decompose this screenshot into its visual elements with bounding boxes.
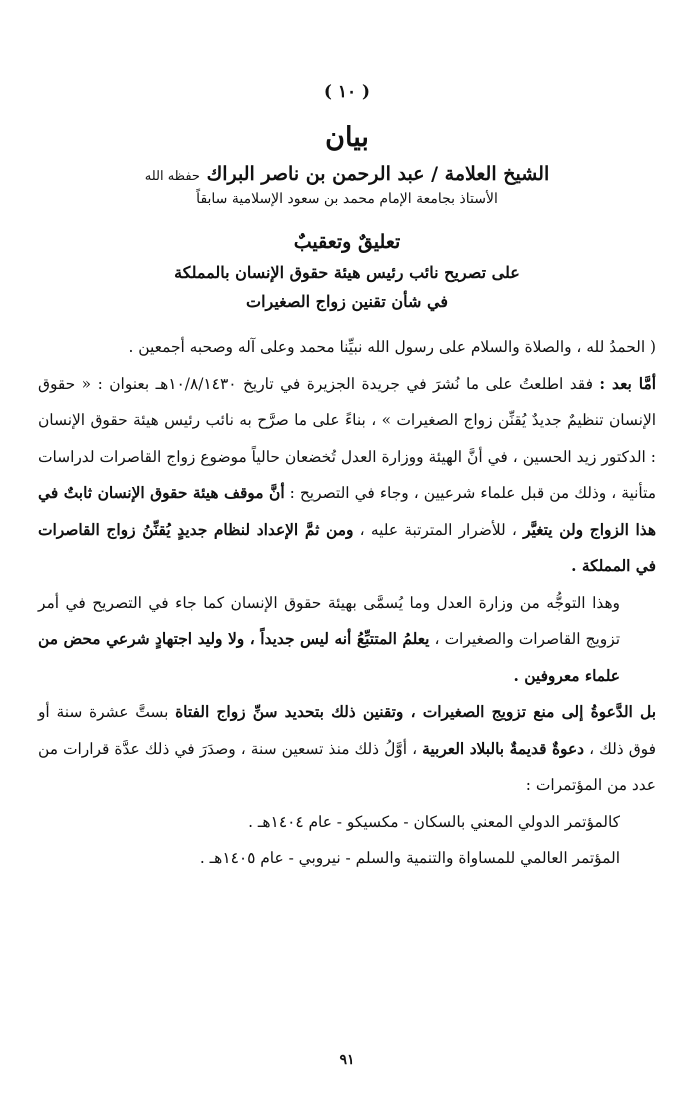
section-subheading-1: على تصريح نائب رئيس هيئة حقوق الإنسان بالمملكة bbox=[174, 263, 520, 282]
page-number: ٩١ bbox=[339, 1052, 355, 1068]
paragraph-2-lead: أمَّا بعد : bbox=[599, 374, 656, 393]
author-line bbox=[38, 163, 656, 185]
page bbox=[38, 82, 656, 1112]
chapter-number: ( ١٠ ) bbox=[323, 82, 371, 102]
paragraph-4-bold-2: دعوةٌ قديمةٌ بالبلاد العربية bbox=[422, 739, 585, 758]
list-item: المؤتمر العالمي للمساواة والتنمية والسلم - نيروبي - عام ١٤٠٥هـ . bbox=[199, 849, 620, 867]
section-subheading-2: في شأن تقنين زواج الصغيرات bbox=[246, 292, 448, 311]
body-text bbox=[38, 329, 656, 877]
paragraph-2-text-a: فقد اطلعتُ على ما نُشرَ في جريدة الجزيرة في تاريخ ١٠/٨/١٤٣٠هـ بعنوان : « حقوق الإنسان تنظيمٌ جديدٌ يُقنِّن زواج الصغيرات » ، بناءً على ما صرَّح به نائب رئيس هيئة حقوق الإنسان : الدكتور زيد الحسين ، في أنَّ الهيئة ووزارة العدل تُخضعان حالياً موضوع زواج القاصرات لدراسات متأنية ، وذلك من قبل علماء شرعيين ، وجاء في التصريح : bbox=[38, 374, 656, 502]
paragraph-4 bbox=[38, 694, 656, 804]
paragraph-2 bbox=[38, 366, 656, 585]
author-honorific: حفظه الله bbox=[144, 169, 200, 184]
paragraph-2-text-c: زواج القاصرات في المملكة . bbox=[38, 520, 656, 575]
list-item: كالمؤتمر الدولي المعني بالسكان - مكسيكو - عام ١٤٠٤هـ . bbox=[248, 812, 620, 831]
paragraph-3-bold: يعلمُ المتتبِّعُ أنه ليس جديداً ، ولا وليد اجتهادٍ شرعي محض من علماء معروفين . bbox=[38, 630, 620, 685]
paragraph-1-text: ( الحمدُ لله ، والصلاة والسلام على رسول الله نبيِّنا محمد وعلى آله وصحبه أجمعين . bbox=[128, 338, 656, 356]
author-position: الأستاذ بجامعة الإمام محمد بن سعود الإسلامية سابقاً bbox=[196, 191, 498, 207]
paragraph-4-bold-1: بل الدَّعوةُ إلى منع تزويج الصغيرات ، وتقنين ذلك بتحديد سنِّ زواج الفتاة bbox=[175, 703, 656, 721]
page-title: بيان bbox=[325, 122, 369, 153]
paragraph-3-text: وهذا التوجُّه من وزارة العدل وما يُسمَّى بهيئة حقوق الإنسان كما جاء في التصريح في أمر تزويج القاصرات والصغيرات ، bbox=[38, 593, 620, 648]
paragraph-3 bbox=[38, 585, 656, 695]
author-name: الشيخ العلامة / عبد الرحمن بن ناصر البراك bbox=[206, 163, 550, 185]
paragraph-4-text-b: ، أوَّلُ ذلك منذ تسعين سنة ، وصدَرَ في ذلك عدَّة قرارات من عدد من المؤتمرات : bbox=[38, 739, 656, 794]
paragraph-2-bold-mid: أنَّ موقف هيئة حقوق الإنسان ثابتٌ في هذا الزواج ولن يتغيَّر bbox=[38, 484, 656, 539]
paragraph-2-text-b: ، للأضرار المترتبة عليه ، bbox=[353, 520, 524, 539]
section-heading: تعليقٌ وتعقيبٌ bbox=[293, 231, 401, 253]
paragraph-4-text-a: بستَّ عشرة سنة أو فوق ذلك ، bbox=[38, 703, 656, 758]
paragraph-2-bold-end: ومن ثمَّ الإعداد لنظام جديدٍ يُقنِّنُ bbox=[142, 520, 354, 539]
paragraph-1 bbox=[38, 329, 656, 366]
